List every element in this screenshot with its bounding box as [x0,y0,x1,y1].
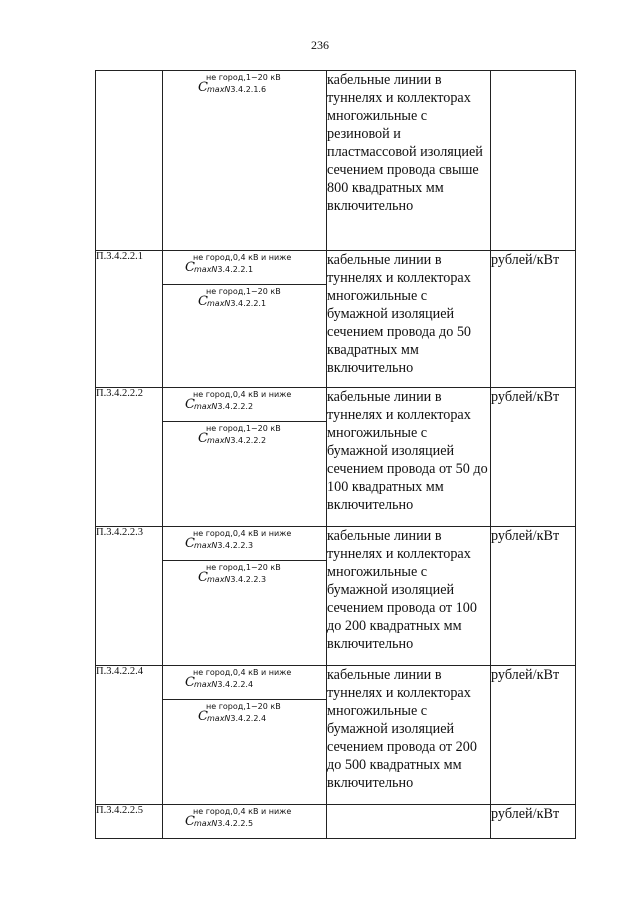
row-unit: рублей/кВт [491,667,560,683]
table-row [96,805,576,839]
row-unit: рублей/кВт [491,389,560,405]
table-row [96,71,576,251]
formula-subscript-index: 3.4.2.2.3 [217,541,254,550]
row-code-cell [96,251,163,388]
description-cell [327,71,491,251]
unit-cell [491,251,576,388]
formula-subscript-prefix: maxN [194,541,218,550]
row-code-cell [96,71,163,251]
row-code-cell [96,805,163,839]
formula-superscript: не город,1−20 кВ [206,424,281,433]
description-cell [327,805,491,839]
formula-cell [163,71,327,251]
formula-superscript: не город,0,4 кВ и ниже [193,253,292,262]
formula-symbol: C [185,260,195,275]
formula-subscript-prefix: maxN [207,299,231,308]
row-description: кабельные линии в туннелях и коллекторах многожильные с резиновой и пластмассовой изоляцией сечением провода свыше 800 квадратных мм включительно [327,72,483,214]
description-cell [327,251,491,388]
formula-subscript [207,575,266,585]
formula-subscript-prefix: maxN [194,402,218,411]
formula-symbol: C [185,536,195,551]
formula-cell [163,527,327,666]
table-row [96,527,576,666]
formula-subscript-index: 3.4.2.2.2 [230,436,267,445]
description-cell [327,666,491,805]
rate-formula [163,71,326,104]
formula-cell [163,251,327,388]
unit-cell [491,388,576,527]
row-code: П.3.4.2.2.2 [96,388,143,399]
rate-formula [163,560,326,594]
formula-subscript [194,402,253,412]
formula-subscript-prefix: maxN [207,85,231,94]
formula-subscript-index: 3.4.2.2.4 [230,714,267,723]
formula-subscript [194,265,253,275]
formula-superscript: не город,0,4 кВ и ниже [193,668,292,677]
tariff-table-body [96,71,576,839]
formula-subscript-prefix: maxN [207,575,231,584]
rate-formula [163,388,326,421]
unit-cell [491,527,576,666]
formula-cell [163,388,327,527]
rate-formula [163,666,326,699]
formula-subscript-index: 3.4.2.2.5 [217,819,254,828]
row-code-cell [96,527,163,666]
unit-cell [491,71,576,251]
row-code: П.3.4.2.2.1 [96,251,143,262]
formula-superscript: не город,1−20 кВ [206,563,281,572]
rate-formula [163,284,326,318]
formula-superscript: не город,1−20 кВ [206,702,281,711]
formula-subscript-prefix: maxN [207,436,231,445]
row-code: П.3.4.2.2.5 [96,805,143,816]
row-description: кабельные линии в туннелях и коллекторах многожильные с бумажной изоляцией сечением провода от 100 до 200 квадратных мм включительно [327,528,477,652]
table-row [96,666,576,805]
formula-subscript [194,680,253,690]
row-code: П.3.4.2.2.3 [96,527,143,538]
rate-formula [163,421,326,455]
formula-symbol: C [185,397,195,412]
formula-symbol: C [198,294,208,309]
formula-superscript: не город,0,4 кВ и ниже [193,390,292,399]
page-number: 236 [311,38,329,52]
row-code-cell [96,388,163,527]
formula-subscript-index: 3.4.2.2.3 [230,575,267,584]
unit-cell [491,805,576,839]
rate-formula [163,527,326,560]
formula-subscript [194,819,253,829]
formula-subscript-index: 3.4.2.2.1 [230,299,267,308]
row-description: кабельные линии в туннелях и коллекторах многожильные с бумажной изоляцией сечением провода от 200 до 500 квадратных мм включительно [327,667,477,791]
formula-subscript-prefix: maxN [207,714,231,723]
formula-subscript-index: 3.4.2.2.1 [217,265,254,274]
formula-subscript-index: 3.4.2.1.6 [230,85,267,94]
formula-superscript: не город,0,4 кВ и ниже [193,529,292,538]
row-description: кабельные линии в туннелях и коллекторах многожильные с бумажной изоляцией сечением провода до 50 квадратных мм включительно [327,252,472,376]
formula-subscript-index: 3.4.2.2.2 [217,402,254,411]
formula-cell [163,805,327,839]
rate-formula [163,805,326,838]
formula-subscript [207,714,266,724]
table-row [96,251,576,388]
formula-subscript-prefix: maxN [194,680,218,689]
formula-subscript [207,85,266,95]
formula-symbol: C [198,570,208,585]
formula-symbol: C [198,431,208,446]
rate-formula [163,699,326,733]
row-description: кабельные линии в туннелях и коллекторах многожильные с бумажной изоляцией сечением провода от 50 до 100 квадратных мм включительно [327,389,488,513]
formula-subscript [207,299,266,309]
formula-superscript: не город,0,4 кВ и ниже [193,807,292,816]
row-code: П.3.4.2.2.4 [96,666,143,677]
formula-subscript-index: 3.4.2.2.4 [217,680,254,689]
table-row [96,388,576,527]
unit-cell [491,666,576,805]
rate-formula [163,251,326,284]
formula-subscript-prefix: maxN [194,265,218,274]
formula-symbol: C [185,814,195,829]
formula-subscript [194,541,253,551]
tariff-table [95,70,576,839]
formula-superscript: не город,1−20 кВ [206,287,281,296]
row-unit: рублей/кВт [491,528,560,544]
formula-subscript-prefix: maxN [194,819,218,828]
description-cell [327,388,491,527]
row-unit: рублей/кВт [491,806,560,822]
formula-symbol: C [185,675,195,690]
row-code-cell [96,666,163,805]
formula-symbol: C [198,709,208,724]
formula-superscript: не город,1−20 кВ [206,73,281,82]
formula-subscript [207,436,266,446]
formula-cell [163,666,327,805]
row-unit: рублей/кВт [491,252,560,268]
description-cell [327,527,491,666]
formula-symbol: C [198,80,208,95]
